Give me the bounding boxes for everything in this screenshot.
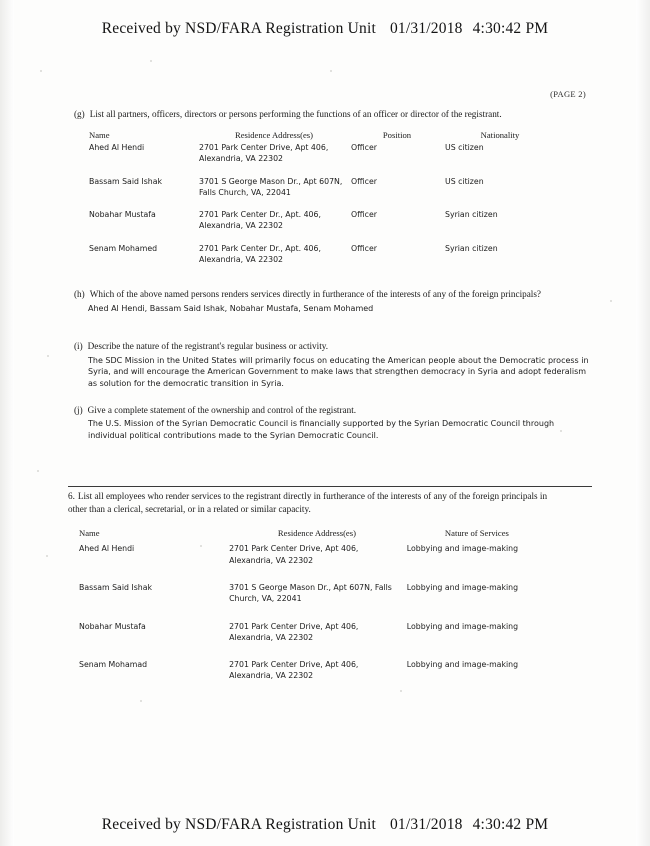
section-divider xyxy=(68,486,592,487)
question-6-line1: List all employees who render services to the registrant directly in furtherance of the interests of any of the foreign principals in xyxy=(77,491,548,501)
officers-table-header-row xyxy=(88,129,556,142)
footer-stamp xyxy=(0,816,650,834)
officers-col-nationality: Nationality xyxy=(480,130,520,141)
stamp-time: 4:30:42 PM xyxy=(472,816,549,833)
table-row xyxy=(88,243,556,277)
scan-speck xyxy=(47,355,49,357)
table-row xyxy=(78,619,548,658)
question-i-block xyxy=(74,340,592,389)
question-j-block xyxy=(74,404,592,442)
table-row xyxy=(88,209,556,243)
page-marker: (PAGE 2) xyxy=(550,89,586,99)
document-body xyxy=(74,108,592,441)
employee-services: Lobbying and image-making xyxy=(406,582,519,592)
employees-col-name: Name xyxy=(79,528,100,539)
scan-speck xyxy=(46,555,48,557)
table-row xyxy=(88,142,556,176)
question-i xyxy=(74,340,592,352)
question-g-text: List all partners, officers, directors or persons performing the functions of an officer or director of the registrant. xyxy=(89,109,502,119)
question-h-answer: Ahed Al Hendi, Bassam Said Ishak, Nobahar Mustafa, Senam Mohamed xyxy=(88,303,374,313)
officer-name: Ahed Al Hendi xyxy=(89,143,145,153)
scan-speck xyxy=(150,60,152,62)
employee-name: Bassam Said Ishak xyxy=(79,582,153,592)
officer-name: Bassam Said Ishak xyxy=(89,176,163,186)
officer-address: 3701 S George Mason Dr., Apt 607N, Falls Church, VA, 22041 xyxy=(199,176,343,197)
scan-edge-right xyxy=(636,0,650,846)
officers-col-name: Name xyxy=(89,130,110,141)
question-j xyxy=(74,404,592,416)
scan-speck xyxy=(37,470,39,472)
scan-speck xyxy=(40,70,42,72)
officer-nationality: US citizen xyxy=(445,176,484,186)
question-j-text: Give a complete statement of the ownership and control of the registrant. xyxy=(87,404,357,415)
question-g-label: (g) xyxy=(74,109,85,119)
employee-address: 2701 Park Center Drive, Apt 406, Alexandria, VA 22302 xyxy=(229,621,359,642)
question-6-line2: other than a clerical, secretarial, or in a related or similar capacity. xyxy=(68,503,311,514)
officers-col-address: Residence Address(es) xyxy=(234,130,314,141)
stamp-date: 01/31/2018 xyxy=(389,20,463,37)
officers-table xyxy=(88,129,556,276)
officer-position: Officer xyxy=(351,143,377,153)
question-g xyxy=(74,108,592,120)
question-h-text: Which of the above named persons renders services directly in furtherance of the interests of any of the foreign principals? xyxy=(89,289,542,300)
employee-address: 3701 S George Mason Dr., Apt 607N, Falls Church, VA, 22041 xyxy=(229,582,392,604)
officer-name: Senam Mohamed xyxy=(89,243,158,253)
question-h xyxy=(74,288,592,300)
employees-table xyxy=(78,527,548,695)
officer-name: Nobahar Mustafa xyxy=(89,210,156,220)
table-row xyxy=(78,580,548,619)
question-6-number: 6. xyxy=(68,491,75,501)
question-i-text: Describe the nature of the registrant's regular business or activity. xyxy=(87,341,329,352)
employees-table-header-row xyxy=(78,527,548,541)
section-6 xyxy=(68,486,592,696)
employee-name: Nobahar Mustafa xyxy=(79,621,146,631)
officers-col-position: Position xyxy=(382,130,412,141)
employee-services: Lobbying and image-making xyxy=(406,660,519,670)
officer-nationality: Syrian citizen xyxy=(445,243,498,253)
officer-nationality: Syrian citizen xyxy=(445,210,498,220)
employee-services: Lobbying and image-making xyxy=(406,544,519,554)
employee-address: 2701 Park Center Drive, Apt 406, Alexandria, VA 22302 xyxy=(229,660,359,681)
employee-name: Senam Mohamad xyxy=(79,660,148,670)
scan-speck xyxy=(140,700,142,702)
stamp-received-text: Received by NSD/FARA Registration Unit xyxy=(101,816,376,833)
employees-col-address: Residence Address(es) xyxy=(277,528,356,539)
officer-address: 2701 Park Center Dr., Apt. 406, Alexandria, VA 22302 xyxy=(199,243,321,264)
question-h-block xyxy=(74,288,592,314)
stamp-time: 4:30:42 PM xyxy=(472,20,549,37)
officer-position: Officer xyxy=(351,176,377,186)
table-row xyxy=(78,657,548,696)
scan-speck xyxy=(610,300,612,302)
employee-services: Lobbying and image-making xyxy=(406,621,519,631)
employees-col-services: Nature of Services xyxy=(444,528,509,539)
officer-position: Officer xyxy=(351,210,377,220)
employee-name: Ahed Al Hendi xyxy=(79,544,135,554)
scan-speck xyxy=(330,70,332,72)
header-stamp xyxy=(0,20,650,38)
stamp-received-text: Received by NSD/FARA Registration Unit xyxy=(101,20,376,37)
scan-edge-left xyxy=(0,0,14,846)
officer-address: 2701 Park Center Dr., Apt. 406, Alexandria, VA 22302 xyxy=(199,210,321,231)
question-j-label: (j) xyxy=(74,404,83,415)
officer-address: 2701 Park Center Drive, Apt 406, Alexandria, VA 22302 xyxy=(199,143,329,164)
table-row xyxy=(88,176,556,210)
officer-position: Officer xyxy=(351,243,377,253)
question-j-answer: The U.S. Mission of the Syrian Democratic Council is financially supported by the Syrian Democratic Council through individual political contributions made to the Syrian Democratic Council. xyxy=(88,419,555,440)
question-6 xyxy=(68,490,592,515)
table-row xyxy=(78,541,548,580)
stamp-date: 01/31/2018 xyxy=(389,816,463,833)
question-i-answer: The SDC Mission in the United States will primarily focus on educating the American people about the Democratic process in Syria, and will encourage the American Government to make laws that strengthen democracy in Syria and adopt federalism as solution for the democratic transition in Syria. xyxy=(88,355,589,389)
officer-nationality: US citizen xyxy=(445,143,484,153)
employee-address: 2701 Park Center Drive, Apt 406, Alexandria, VA 22302 xyxy=(229,544,359,565)
question-i-label: (i) xyxy=(74,341,83,352)
question-h-label: (h) xyxy=(74,289,85,300)
